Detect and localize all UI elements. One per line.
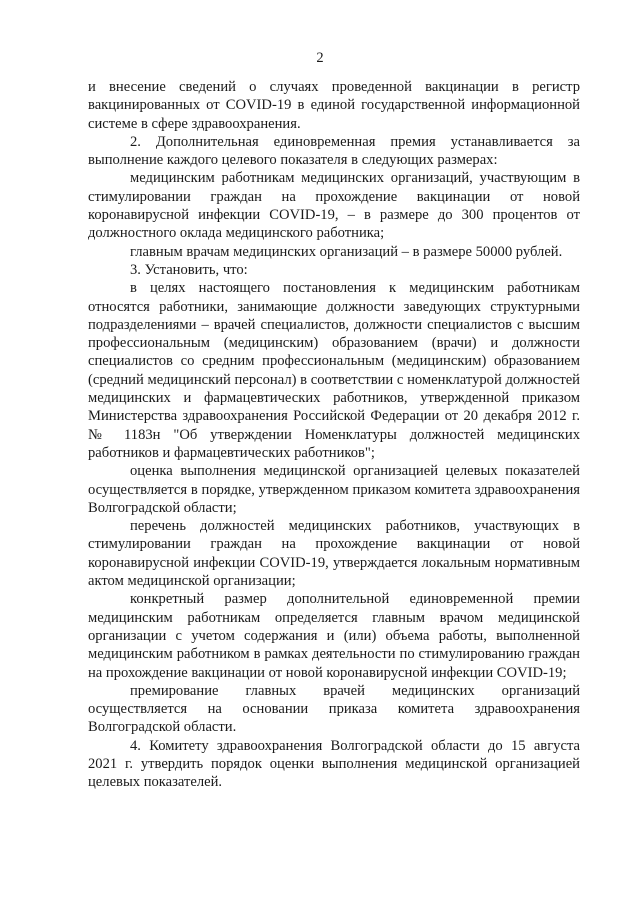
document-body <box>88 78 580 792</box>
paragraph: и внесение сведений о случаях проведенной вакцинации в регистр вакцинированных от COVID-19 в единой государственной информационной системе в сфере здравоохранения. <box>88 79 580 132</box>
paragraph: главным врачам медицинских организаций – в размере 50000 рублей. <box>130 243 563 260</box>
paragraph: 3. Установить, что: <box>130 261 248 278</box>
paragraph: премирование главных врачей медицинских организаций осуществляется на основании приказа комитета здравоохранения Волгоградской области. <box>88 682 580 736</box>
paragraph: 4. Комитету здравоохранения Волгоградской области до 15 августа 2021 г. утвердить порядок оценки выполнения медицинской организацией целевых показателей. <box>88 737 580 791</box>
page-number: 2 <box>316 50 324 66</box>
paragraph: в целях настоящего постановления к медицинским работникам относятся работники, занимающие должности заведующих структурными подразделениями – врачей специалистов, должности специалистов с высшим профессиональным (медицинским) образованием (врачи) и должности специалистов со средним профессиональным (медицинским) образованием (средний медицинский персонал) в соответствии с номенклатурой должностей медицинских и фармацевтических работников, утвержденной приказом Министерства здравоохранения Российской Федерации от 20 декабря 2012 г. № 1183н "Об утверждении Номенклатуры должностей медицинских работников и фармацевтических работников"; <box>88 280 580 461</box>
paragraph: медицинским работникам медицинских организаций, участвующим в стимулировании граждан на прохождение вакцинации от новой коронавирусной инфекции COVID-19, – в размере до 300 процентов от должностного оклада медицинского работника; <box>88 170 580 242</box>
paragraph: 2. Дополнительная единовременная премия устанавливается за выполнение каждого целевого показателя в следующих размерах: <box>88 133 580 169</box>
paragraph: перечень должностей медицинских работников, участвующих в стимулировании граждан на прохождение вакцинации от новой коронавирусной инфекции COVID-19, утверждается локальным нормативным актом медицинской организации; <box>88 518 580 590</box>
paragraph: конкретный размер дополнительной единовременной премии медицинским работникам определяется главным врачом медицинской организации с учетом содержания и (или) объема работы, выполненной медицинским работником в рамках деятельности по стимулированию граждан на прохождение вакцинации от новой коронавирусной инфекции COVID-19; <box>88 591 580 681</box>
paragraph: оценка выполнения медицинской организацией целевых показателей осуществляется в порядке, утвержденном приказом комитета здравоохранения Волгоградской области; <box>88 463 580 516</box>
